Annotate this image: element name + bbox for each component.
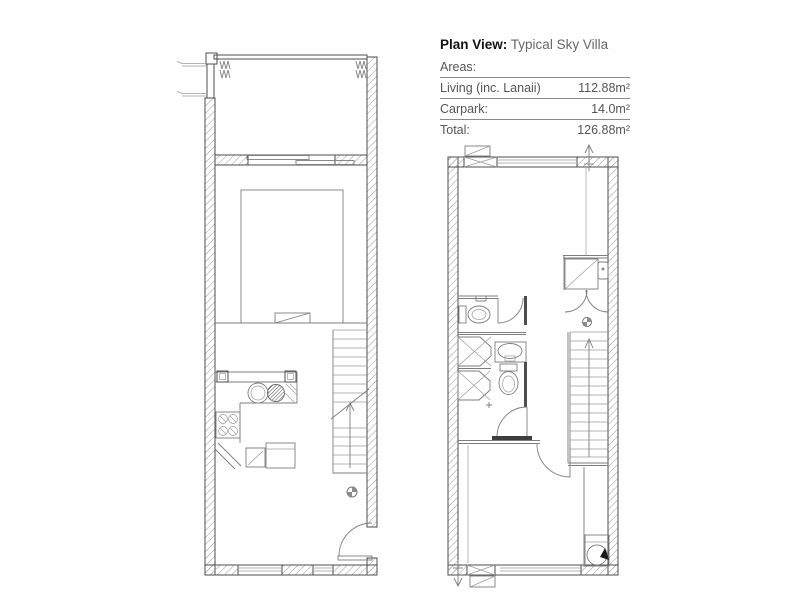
- window-glazing: [500, 568, 581, 571]
- window-glazing: [497, 160, 577, 163]
- area-value: 126.88m²: [577, 123, 630, 137]
- floor-waste-cross: [486, 402, 492, 408]
- shower-laundry-top: [563, 256, 608, 313]
- double-doors: [565, 290, 608, 312]
- entry-door-left: [338, 523, 372, 560]
- cooktop: [216, 412, 240, 438]
- wall-bottom-left-plan: [205, 565, 377, 575]
- page-title-value: Typical Sky Villa: [510, 37, 609, 52]
- wall-right: [367, 57, 377, 527]
- stair-direction-arrow: [346, 403, 354, 468]
- vanity-basin: [495, 342, 526, 362]
- lanai-balcony: [177, 53, 367, 98]
- toilet-2: [499, 364, 518, 395]
- floor-plan-left: [177, 53, 377, 575]
- shower-stall-2: [458, 371, 490, 400]
- washing-machine: [585, 535, 609, 566]
- floor-drain-left: [347, 487, 357, 497]
- column-marker-top: [465, 146, 490, 156]
- wall-bottom: [448, 565, 618, 575]
- laundry-closet: [584, 467, 609, 567]
- wall-right: [608, 157, 618, 575]
- blind-symbol-left: [220, 61, 230, 78]
- wall-solid: [492, 436, 532, 440]
- kitchen-cabinets: [215, 443, 295, 469]
- toilet: [459, 306, 490, 323]
- bedroom-2: [458, 441, 570, 564]
- staircase-left: [331, 330, 369, 473]
- dimension-ticks: [177, 62, 207, 97]
- column-marker: [285, 371, 296, 382]
- wall-left: [205, 98, 215, 575]
- page-title-label: Plan View:: [440, 37, 508, 52]
- staircase-right: [568, 332, 608, 466]
- door: [498, 298, 523, 323]
- wall-top: [448, 157, 618, 167]
- bathroom-upper: [458, 296, 526, 325]
- sliding-panel: [247, 156, 309, 160]
- column-marker: [217, 371, 228, 382]
- counter-hatch: [284, 384, 297, 403]
- kitchen: [215, 371, 297, 469]
- area-label: Carpark:: [440, 102, 488, 116]
- kitchen-sink: [248, 383, 285, 403]
- floor-drain-right: [583, 318, 592, 327]
- floor-plan-right: [448, 145, 618, 587]
- area-value: 14.0m²: [591, 102, 630, 116]
- areas-heading: Areas:: [440, 60, 630, 78]
- area-label: Living (inc. Lanaii): [440, 81, 541, 95]
- bed: [241, 190, 343, 323]
- sliding-door-wall: [215, 155, 367, 165]
- stair-direction-arrow: [585, 339, 593, 457]
- area-label: Total:: [440, 123, 470, 137]
- bathroom-partition: [458, 333, 526, 335]
- area-value: 112.88m²: [578, 81, 630, 95]
- shower-stall-1: [458, 337, 491, 366]
- wall-left: [448, 157, 458, 575]
- door-3: [537, 444, 570, 477]
- column-marker-bottom: [470, 576, 495, 587]
- door-2: [497, 407, 527, 437]
- blind-symbol-right: [356, 61, 366, 78]
